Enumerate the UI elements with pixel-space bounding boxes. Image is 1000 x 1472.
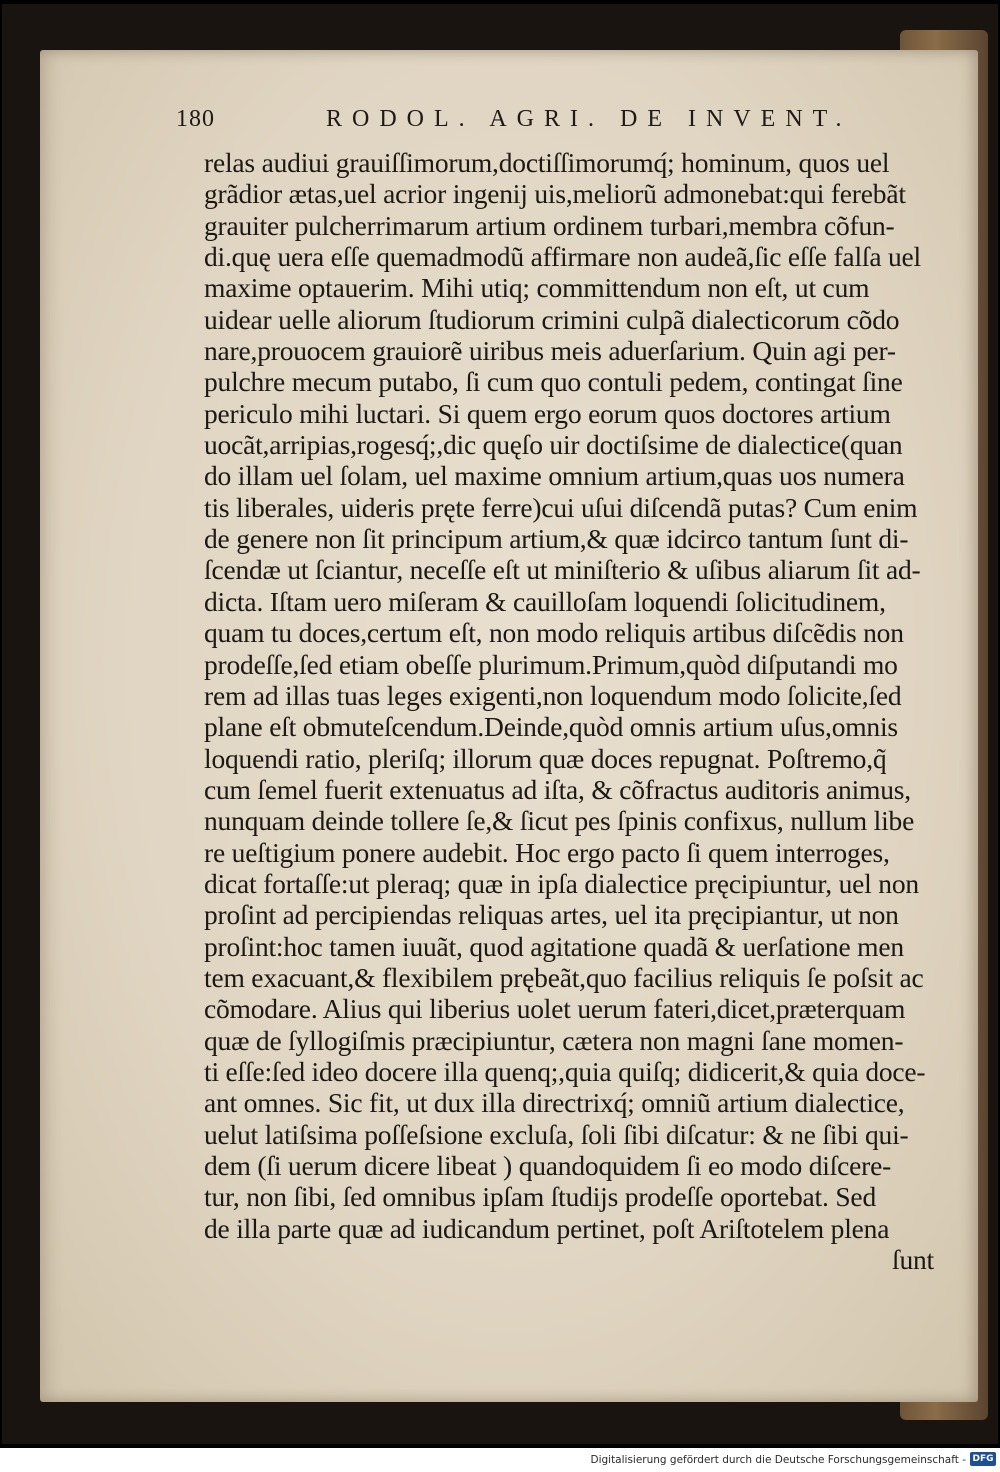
text-line: dicat fortaſſe:ut pleraq; quæ in ipſa dialectice pręcipiuntur, uel non	[204, 867, 919, 899]
funding-credit: Digitalisierung gefördert durch die Deutsche Forschungsgemeinschaft -	[590, 1454, 966, 1466]
text-line: dicta. Iſtam uero miſeram & cauilloſam loquendi ſolicitudinem,	[204, 585, 886, 617]
text-line: uidear uelle aliorum ſtudiorum crimini culpã dialecticorum cõdo	[204, 303, 900, 335]
text-line: proſint:hoc tamen iuuãt, quod agitatione quadã & uerſatione men	[204, 930, 904, 962]
text-line: grãdior ætas,uel acrior ingenij uis,meliorũ admonebat:qui ferebãt	[204, 178, 906, 210]
text-line: tem exacuant,& flexibilem prębeãt,quo facilius reliquis ſe poſsit ac	[204, 961, 924, 993]
text-line: loquendi ratio, pleriſq; illorum quæ doces repugnat. Poſtremo,q̃	[204, 742, 887, 774]
text-line: plane eſt obmuteſcendum.Deinde,quòd omnis artium uſus,omnis	[204, 711, 898, 743]
text-line: quæ de ſyllogiſmis præcipiuntur, cætera non magni ſane momen-	[204, 1024, 904, 1056]
text-line: rem ad illas tuas leges exigenti,non loquendum modo ſolicite,ſed	[204, 679, 902, 711]
text-line: nare,prouocem grauiorẽ uiribus meis aduerſarium. Quin agi per-	[204, 335, 896, 367]
text-line: re ueſtigium ponere audebit. Hoc ergo pacto ſi quem interroges,	[204, 836, 890, 868]
text-line: ti eſſe:ſed ideo docere illa quenq;,quia quiſq; didicerit,& quia doce-	[204, 1055, 926, 1087]
text-line: de genere non ſit principum artium,& quæ idcirco tantum ſunt di-	[204, 523, 909, 555]
text-line: uocãt,arripias,rogesq́;,dic quęſo uir doctiſsime de dialectice(quan	[204, 429, 903, 461]
text-line: prodeſſe,ſed etiam obeſſe plurimum.Primum,quòd diſputandi mo	[204, 648, 898, 680]
text-line: nunquam deinde tollere ſe,& ſicut pes ſpinis confixus, nullum libe	[204, 805, 915, 837]
text-line: ſcendæ ut ſciantur, neceſſe eſt ut miniſterio & uſibus aliarum ſit ad-	[204, 554, 921, 586]
text-line: di.quę uera eſſe quemadmodũ affirmare non audeã,ſic eſſe falſa uel	[204, 241, 922, 273]
text-line: tur, non ſibi, ſed omnibus ipſam ſtudijs prodeſſe oportebat. Sed	[204, 1181, 876, 1213]
page-header	[176, 104, 866, 144]
text-line: dem (ſi uerum dicere libeat ) quandoquidem ſi eo modo diſcere-	[204, 1150, 892, 1181]
running-title: RODOL. AGRI. DE INVENT.	[326, 106, 852, 132]
text-line: periculo mihi luctari. Si quem ergo eorum quos doctores artium	[204, 397, 891, 429]
text-block	[204, 147, 952, 1275]
catchword: ſunt	[892, 1244, 934, 1276]
text-line: do illam uel ſolam, uel maxime omnium artium,quas uos numera	[204, 460, 905, 492]
text-line: pulchre mecum putabo, ſi cum quo contuli pedem, contingat ſine	[204, 366, 903, 398]
text-line: cum ſemel fuerit extenuatus ad iſta, & cõfractus auditoris animus,	[204, 773, 911, 805]
text-line: grauiter pulcherrimarum artium ordinem turbari,membra cõfun-	[204, 209, 895, 241]
text-line: relas audiui grauiſſimorum,doctiſſimorumq́; hominum, quos uel	[204, 147, 890, 178]
footer-bar	[0, 1448, 1000, 1472]
dfg-logo: DFG	[970, 1452, 996, 1466]
text-line: uelut latiſsima poſſeſsione excluſa, ſoli ſibi diſcatur: & ne ſibi qui-	[204, 1118, 909, 1150]
text-line: quam tu doces,certum eſt, non modo reliquis artibus diſcẽdis non	[204, 617, 904, 649]
text-line: maxime optauerim. Mihi utiq; committendum non eſt, ut cum	[204, 272, 870, 304]
text-line: tis liberales, uideris pręte ferre)cui uſui diſcendã putas? Cum enim	[204, 491, 918, 523]
text-line: ant omnes. Sic fit, ut dux illa directrixq́; omniũ artium dialectice,	[204, 1087, 905, 1119]
text-line: proſint ad percipiendas reliquas artes, uel ita pręcipiantur, ut non	[204, 899, 899, 931]
text-line: de illa parte quæ ad iudicandum pertinet, poſt Ariſtotelem plena	[204, 1212, 890, 1244]
page-number: 180	[176, 106, 215, 132]
text-line: cõmodare. Alius qui liberius uolet uerum fateri,dicet,præterquam	[204, 993, 906, 1025]
